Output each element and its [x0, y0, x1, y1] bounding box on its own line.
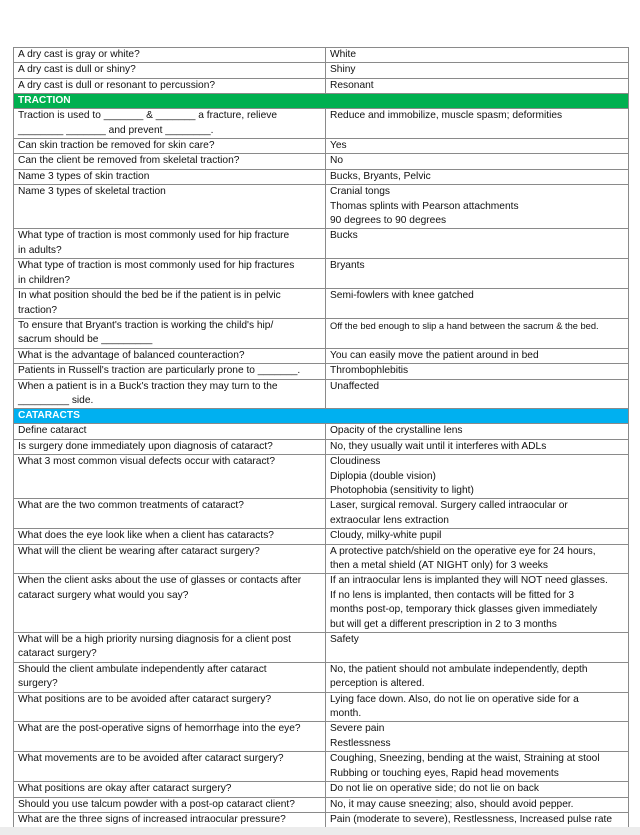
question-cell-line: What does the eye look like when a client has cataracts?	[18, 530, 274, 542]
answer-cell	[326, 797, 629, 812]
answer-cell-line: No, they usually wait until it interferes with ADLs	[330, 440, 547, 452]
table-row	[14, 633, 629, 663]
section-title: CATARACTS	[14, 409, 629, 424]
question-cell-line: sacrum should be _________	[18, 334, 153, 346]
page-bottom-edge	[0, 827, 640, 835]
question-cell-line: A dry cast is dull or shiny?	[18, 64, 136, 76]
question-cell	[14, 633, 326, 663]
question-cell-line: A dry cast is gray or white?	[18, 49, 140, 60]
answer-cell-line: Thrombophlebitis	[330, 365, 409, 377]
question-cell	[14, 109, 326, 139]
table-row	[14, 63, 629, 78]
question-cell	[14, 318, 326, 348]
table-row	[14, 499, 629, 529]
answer-cell	[326, 544, 629, 574]
question-cell-line: Can the client be removed from skeletal traction?	[18, 155, 240, 167]
table-row	[14, 782, 629, 797]
answer-cell-line: Diplopia (double vision)	[330, 470, 436, 482]
question-cell-line: _________ side.	[18, 394, 94, 406]
section-header-traction	[14, 94, 629, 109]
table-row	[14, 318, 629, 348]
question-cell	[14, 185, 326, 229]
table-row	[14, 139, 629, 154]
question-cell-line: What positions are to be avoided after cataract surgery?	[18, 693, 272, 705]
question-cell	[14, 259, 326, 289]
question-cell	[14, 78, 326, 93]
question-cell	[14, 499, 326, 529]
answer-cell-line: months post-op, temporary thick glasses given immediately	[330, 604, 598, 616]
answer-cell-line: You can easily move the patient around in bed	[330, 349, 539, 361]
answer-cell-line: Cloudiness	[330, 456, 381, 468]
answer-cell-line: No, the patient should not ambulate independently, depth	[330, 663, 588, 675]
question-cell	[14, 812, 326, 827]
answer-cell-line: Shiny	[330, 64, 356, 76]
answer-cell-line: Bucks, Bryants, Pelvic	[330, 170, 431, 182]
answer-cell-line: Resonant	[330, 79, 374, 91]
table-row	[14, 544, 629, 574]
section-header-cataracts	[14, 409, 629, 424]
question-cell-line: What positions are okay after cataract surgery?	[18, 783, 232, 795]
answer-cell-line: 90 degrees to 90 degrees	[330, 215, 447, 227]
question-cell-line: cataract surgery what would you say?	[18, 589, 189, 601]
answer-cell-line: but will get a different prescription in 2 to 3 months	[330, 618, 557, 630]
table-row	[14, 692, 629, 722]
table-row	[14, 289, 629, 319]
answer-cell-line: Semi-fowlers with knee gatched	[330, 290, 474, 302]
question-cell-line: What are the post-operative signs of hemorrhage into the eye?	[18, 723, 301, 735]
question-cell-line: Patients in Russell's traction are particularly prone to _______.	[18, 365, 301, 377]
answer-cell	[326, 722, 629, 752]
section-title: TRACTION	[14, 94, 629, 109]
question-cell	[14, 424, 326, 439]
table-row	[14, 48, 629, 63]
table-row	[14, 185, 629, 229]
answer-cell	[326, 348, 629, 363]
answer-cell	[326, 379, 629, 409]
answer-cell-line: No	[330, 155, 344, 167]
answer-cell-line: Coughing, Sneezing, bending at the waist, Straining at stool	[330, 753, 600, 765]
answer-cell-line: Unaffected	[330, 380, 380, 392]
table-row	[14, 348, 629, 363]
answer-cell-line: Off the bed enough to slip a hand between the sacrum & the bed.	[330, 320, 599, 331]
answer-cell-line: Severe pain	[330, 723, 385, 735]
answer-cell-line: If an intraocular lens is implanted they will NOT need glasses.	[330, 575, 608, 587]
answer-cell	[326, 529, 629, 544]
question-cell	[14, 752, 326, 782]
question-cell	[14, 63, 326, 78]
question-cell	[14, 364, 326, 379]
answer-cell	[326, 229, 629, 259]
answer-cell-line: If no lens is implanted, then contacts will be fitted for 3	[330, 589, 575, 601]
answer-cell-line: A protective patch/shield on the operative eye for 24 hours,	[330, 545, 596, 557]
question-cell-line: Can skin traction be removed for skin care?	[18, 140, 215, 152]
question-cell	[14, 379, 326, 409]
table-row	[14, 529, 629, 544]
question-cell-line: A dry cast is dull or resonant to percussion?	[18, 79, 216, 91]
table-row	[14, 812, 629, 827]
answer-cell-line: Do not lie on operative side; do not lie on back	[330, 783, 539, 795]
answer-cell-line: Cloudy, milky-white pupil	[330, 530, 442, 542]
answer-cell-line: Photophobia (sensitivity to light)	[330, 484, 474, 496]
question-cell-line: To ensure that Bryant's traction is working the child's hip/	[18, 319, 274, 331]
answer-cell-line: Bucks	[330, 230, 358, 242]
question-cell-line: Name 3 types of skeletal traction	[18, 186, 166, 198]
question-cell	[14, 169, 326, 184]
question-cell-line: When the client asks about the use of glasses or contacts after	[18, 575, 302, 587]
answer-cell	[326, 812, 629, 827]
question-cell-line: Name 3 types of skin traction	[18, 170, 150, 182]
question-cell	[14, 662, 326, 692]
table-row	[14, 424, 629, 439]
question-cell	[14, 782, 326, 797]
table-row	[14, 455, 629, 499]
table-row	[14, 439, 629, 454]
answer-cell-line: Bryants	[330, 260, 365, 272]
answer-cell-line: Pain (moderate to severe), Restlessness, Increased pulse rate	[330, 813, 612, 825]
question-cell-line: ________ _______ and prevent ________.	[18, 124, 214, 136]
answer-cell	[326, 289, 629, 319]
table-row	[14, 379, 629, 409]
table-row	[14, 722, 629, 752]
question-cell-line: In what position should the bed be if the patient is in pelvic	[18, 290, 281, 302]
answer-cell-line: No, it may cause sneezing; also, should avoid pepper.	[330, 798, 574, 810]
answer-cell-line: month.	[330, 708, 362, 720]
question-cell-line: Traction is used to _______ & _______ a fracture, relieve	[18, 110, 277, 122]
study-guide-table	[13, 47, 629, 828]
answer-cell	[326, 424, 629, 439]
question-cell-line: Is surgery done immediately upon diagnosis of cataract?	[18, 440, 273, 452]
table-row	[14, 169, 629, 184]
answer-cell	[326, 574, 629, 633]
answer-cell	[326, 782, 629, 797]
table-row	[14, 154, 629, 169]
question-cell	[14, 529, 326, 544]
answer-cell-line: then a metal shield (AT NIGHT only) for 3 weeks	[330, 560, 548, 571]
answer-cell	[326, 633, 629, 663]
answer-cell	[326, 63, 629, 78]
question-cell	[14, 48, 326, 63]
table-row	[14, 662, 629, 692]
question-cell	[14, 722, 326, 752]
question-cell	[14, 797, 326, 812]
answer-cell	[326, 692, 629, 722]
answer-cell	[326, 109, 629, 139]
question-cell	[14, 574, 326, 633]
answer-cell	[326, 439, 629, 454]
question-cell	[14, 229, 326, 259]
answer-cell	[326, 364, 629, 379]
answer-cell-line: Safety	[330, 634, 359, 646]
answer-cell-line: Cranial tongs	[330, 186, 391, 198]
question-cell	[14, 455, 326, 499]
answer-cell-line: White	[330, 49, 357, 60]
answer-cell-line: Lying face down. Also, do not lie on operative side for a	[330, 693, 579, 705]
answer-cell	[326, 139, 629, 154]
question-cell	[14, 439, 326, 454]
table-row	[14, 259, 629, 289]
question-cell-line: When a patient is in a Buck's traction they may turn to the	[18, 380, 278, 392]
question-cell-line: What type of traction is most commonly used for hip fractures	[18, 260, 295, 272]
question-cell-line: What will the client be wearing after cataract surgery?	[18, 545, 260, 557]
answer-cell-line: Thomas splints with Pearson attachments	[330, 200, 519, 212]
question-cell-line: Should the client ambulate independently after cataract	[18, 663, 267, 675]
answer-cell-line: Rubbing or touching eyes, Rapid head movements	[330, 767, 559, 779]
question-cell-line: What are the two common treatments of cataract?	[18, 500, 244, 512]
question-cell-line: What movements are to be avoided after cataract surgery?	[18, 753, 284, 765]
question-cell-line: What are the three signs of increased intraocular pressure?	[18, 813, 286, 825]
answer-cell-line: Opacity of the crystalline lens	[330, 425, 463, 437]
table-body	[14, 48, 629, 828]
answer-cell	[326, 318, 629, 348]
question-cell-line: cataract surgery?	[18, 648, 97, 660]
question-cell-line: Define cataract	[18, 425, 87, 437]
answer-cell-line: extraocular lens extraction	[330, 514, 449, 526]
answer-cell	[326, 48, 629, 63]
question-cell	[14, 154, 326, 169]
table-row	[14, 109, 629, 139]
table-row	[14, 574, 629, 633]
answer-cell	[326, 662, 629, 692]
question-cell-line: What is the advantage of balanced counteraction?	[18, 349, 245, 361]
question-cell-line: traction?	[18, 304, 58, 316]
question-cell	[14, 348, 326, 363]
answer-cell	[326, 455, 629, 499]
table-row	[14, 78, 629, 93]
answer-cell	[326, 169, 629, 184]
answer-cell-line: Reduce and immobilize, muscle spasm; deformities	[330, 110, 563, 122]
question-cell-line: What type of traction is most commonly used for hip fracture	[18, 230, 290, 242]
table-row	[14, 364, 629, 379]
question-cell	[14, 692, 326, 722]
answer-cell-line: perception is altered.	[330, 678, 425, 690]
answer-cell	[326, 259, 629, 289]
question-cell-line: surgery?	[18, 678, 58, 690]
question-cell-line: in adults?	[18, 244, 62, 256]
question-cell	[14, 289, 326, 319]
answer-cell	[326, 185, 629, 229]
table-row	[14, 229, 629, 259]
question-cell-line: in children?	[18, 274, 71, 286]
table-row	[14, 797, 629, 812]
question-cell	[14, 544, 326, 574]
answer-cell	[326, 78, 629, 93]
question-cell	[14, 139, 326, 154]
answer-cell-line: Restlessness	[330, 737, 391, 749]
answer-cell-line: Laser, surgical removal. Surgery called intraocular or	[330, 500, 568, 512]
answer-cell	[326, 154, 629, 169]
table-row	[14, 752, 629, 782]
answer-cell-line: Yes	[330, 140, 347, 152]
answer-cell	[326, 499, 629, 529]
question-cell-line: Should you use talcum powder with a post-op cataract client?	[18, 798, 295, 810]
answer-cell	[326, 752, 629, 782]
question-cell-line: What will be a high priority nursing diagnosis for a client post	[18, 634, 291, 646]
question-cell-line: What 3 most common visual defects occur with cataract?	[18, 456, 276, 468]
